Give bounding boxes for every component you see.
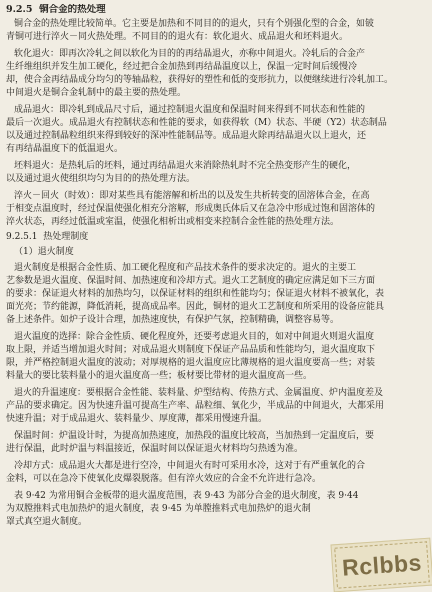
watermark-text: Rclbbs — [341, 548, 423, 581]
paragraph-line: 限，并严格控制退火温度的波动；对厚规格的退火温度应比薄规格的退火温度要高一些；对装 — [6, 358, 376, 368]
paragraph-line: 快速升温；对于成品退火、装料量少、厚度薄，都采用慢速升温。 — [6, 414, 268, 424]
section-number: 9.2.5 — [6, 4, 33, 15]
subsection-heading — [6, 231, 432, 243]
paragraph-line: 产品的要求确定。因为快速升温可提高生产率、晶粒细、氧化少，半成品的中间退火，大都采用 — [6, 401, 385, 411]
paragraph-line: 青铜可进行淬火－同火热处理。不同目的的退火有：软化退火、成品退火和坯料退火。 — [6, 32, 349, 42]
paragraph-line: 面光亮；节约能源，降低消耗，提高成品率。因此，铜材的退火工艺制度和所采用的设备应能具 — [6, 302, 385, 312]
paragraph-line: 有再结晶温度下的低温退火。 — [6, 144, 124, 154]
subsection-number: 9.2.5.1 — [6, 232, 38, 242]
paragraph-line: 金料，可以在急冷下使氧化皮爆裂脱落。但有淬火效应的合金不允许进行急冷。 — [6, 474, 322, 484]
paragraph-line: 淬火状态，再经过低温或室温，使强化相析出或相变来控制合金性能的热处理方法。 — [6, 217, 340, 227]
paragraph-line: 取上限，并适当增加退火时间；对成品退火则制度下保证产品品质和性能均匀，退火温度取下 — [6, 345, 376, 355]
section-title: 铜合金的热处理 — [39, 4, 106, 15]
subsection-title: 热处理制度 — [43, 232, 89, 242]
paragraph-line: 中间退火是铜合金轧制中的最主要的热处理。 — [6, 88, 187, 98]
paragraph-line: 退火的升温速度：要根据合金性能、装料量、炉型结构、传热方式、金属温度、炉内温度差及 — [14, 388, 384, 398]
paragraph-line: 备上述条件。如炉子设计合理，加热速度快，有保护气氛，控制精确，调整容易等。 — [6, 315, 340, 325]
paragraph-line: 艺参数是退火温度、保温时间、加热速度和冷却方式。退火工艺制度的确定应满足如下三方面 — [6, 276, 376, 286]
paragraph-line: 为双膛推料式电加热炉的退火制度，表 9·45 为单膛推料式电加热炉的退火制 — [6, 504, 311, 514]
paragraph-line: 于相变点温度时，经过保温使强化相充分溶解，形成奥氏体后又在急冷中形成过饱和固溶体的 — [6, 204, 376, 214]
paragraph-line: 却，使合金再结晶成分均匀的等轴晶粒，获得好的塑性和低的变形抗力，以便继续进行冷轧加工。 — [6, 75, 394, 85]
paragraph-line: 成品退火：即冷轧到成品尺寸后，通过控制退火温度和保温时间来得到不同状态和性能的 — [14, 105, 366, 115]
paragraph-line: 铜合金的热处理比较简单。它主要是加热和不同目的的退火，只有个别强化型的合金，如铍 — [14, 19, 375, 29]
paragraph-line: 进行保温，此时炉温与料温接近，保温时间以保证退火材料均匀热透为准。 — [6, 444, 304, 454]
paragraph-line: 表 9·42 为常用铜合金板带的退火温度范围，表 9·43 为部分合金的退火制度，表 9·44 — [14, 491, 359, 501]
paragraph-line: 料量大的要比装料量小的退火温度高一些；板材要比带材的退火温度高一些。 — [6, 371, 313, 381]
paragraph-line: 罩式真空退火制度。 — [6, 517, 88, 527]
watermark-stamp — [330, 538, 432, 592]
paragraph-line: 冷却方式：成品退火大都是进行空冷，中间退火有时可采用水冷，这对于有严重氧化的合 — [14, 461, 366, 471]
paragraph-line: 生纤维组织并发生加工硬化，经过把合金加热到再结晶温度以上，保温一定时间后缓慢冷 — [6, 62, 358, 72]
paragraph-line: 保温时间：炉温设计时，为提高加热速度，加热段的温度比较高，当加热到一定温度后，要 — [14, 431, 375, 441]
paragraph-line: 淬火－回火（时效）：即对某些具有能溶解和析出的以及发生共析转变的固溶体合金，在高 — [14, 191, 370, 201]
paragraph-line: 坯料退火：是热轧后的坯料，通过再结晶退火来消除热轧时不完全热变形产生的硬化， — [14, 161, 357, 171]
paragraph-line: 软化退火：即再次冷轧之间以软化为目的的再结晶退火，亦称中间退火。冷轧后的合金产 — [14, 49, 366, 59]
paragraph-line: 退火制度是根据合金性质、加工硬化程度和产品技术条件的要求决定的。退火的主要工 — [14, 263, 357, 273]
paragraph-line: 以及通过退火使组织均匀为目的的热处理方法。 — [6, 174, 196, 184]
paragraph-line: 退火温度的选择：除合金性质、硬化程度外，还要考虑退火目的，如对中间退火则退火温度 — [14, 332, 375, 342]
paragraph-line: 以及通过控制晶粒组织来得到较好的深冲性能制品等。成品退火除再结晶退火以上退火，还 — [6, 131, 367, 141]
paragraph-line: 的要求：保证退火材料的加热均匀，以保证材料的组织和性能均匀；保证退火材料不被氧化，表 — [6, 289, 385, 299]
section-heading — [6, 4, 432, 16]
paragraph-line: 最后一次退火。成品退火有控制状态和性能的要求，如获得软（M）状态、半硬（Y2）状态制品 — [6, 118, 387, 128]
item-heading: （1）退火制度 — [14, 247, 74, 257]
